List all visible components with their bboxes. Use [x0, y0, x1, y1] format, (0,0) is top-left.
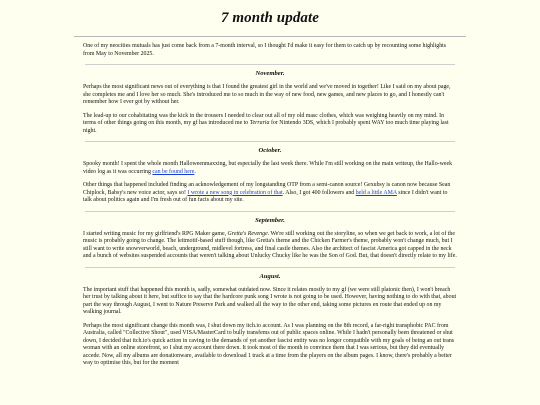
game-title: Gretta's Revenge	[227, 230, 268, 237]
section-divider	[85, 141, 455, 142]
page-title: 7 month update	[220, 10, 320, 26]
text-span: since I didn't want to talk about politics again and I'm fresh out of fun facts about my site.	[83, 189, 448, 203]
october-paragraph-1	[83, 161, 457, 176]
august-paragraph-2: Perhaps the most significant change this month was, I shut down my itch.io account. As I was planning on the 8th record, a far-right transphobic PAC from Australia, called "Collective Shout", used VISA/MasterCard to bully transfems out of public spaces online. While I hadn't personally been threatened or shut down, I decided that itch.io's quick action in caving to the demands of yet another fascist entity was no longer compatible with my goals of being an out trans woman with an online storefront, so I shut my account there down. It took most of the month to convince them that I was serious, but they did eventually accede. Now, all my albums are donationware, available to download 1 track at a time from the players on the album pages. I know, there's probably a better way to optimise this, but for the moment	[83, 322, 455, 366]
hallo-week-log-link[interactable]: can be found here	[152, 168, 195, 175]
section-heading-october: October.	[258, 147, 282, 154]
section-divider	[85, 267, 455, 268]
text-span: Other things that happened included finding an acknowledgement of my longstanding OTP from a semi-canon source! Gexubsy is canon now because Sean Chiplock, Babsy's new voice actor, says so!	[83, 182, 451, 196]
text-span: . Also, I got 400 followers and	[282, 189, 356, 196]
ama-link[interactable]: held a little AMA	[355, 189, 397, 196]
game-title: Terraria	[249, 120, 270, 126]
text-span: .	[194, 168, 196, 175]
august-paragraph-1: The important stuff that happened this month is, sadly, somewhat outdated now. Since it relates mostly to my gf (we were still platonic then), I won't breach her trust by talking about it here, but suffice to say that the hardcore punk song I wrote is not going to be used. However, having nothing to do with that, about part the way through August, I went to Nature Preserve Park and walked all the way to the other end, taking some pictures en route that ended up on my walking journal.	[83, 286, 457, 315]
september-paragraph-1	[83, 231, 457, 261]
october-paragraph-2	[83, 182, 457, 205]
section-heading-august: August.	[259, 272, 281, 280]
section-divider	[85, 64, 455, 65]
section-heading-november: November.	[255, 70, 285, 77]
section-divider	[85, 211, 455, 212]
article-body	[83, 37, 457, 368]
section-heading-september: September.	[255, 216, 285, 224]
text-span: for Nintendo 3DS, which I probably spent WAY too much time playing last night.	[83, 120, 449, 134]
text-span: I started writing music for my girlfriend's RPG Maker game,	[83, 230, 228, 237]
new-song-link[interactable]: I wrote a new song in celebration of that	[187, 189, 283, 196]
text-span: . We're still working out the storyline, so when we get back to work, a lot of the music is probably going to change. The leitmotif-based stuff though, like Gretta's theme and the Chicken Farmer's theme, probably won't change much, but I still want to write snowverworld, beach, underground, midlevel fortress, and final castle themes. Also the architect of fascist America got capped in the neck and a bunch of websites suspended accounts that weren't talking about Unlucky Chucky like he was the Son of God. But, that doesn't directly relate to my life.	[83, 230, 457, 259]
november-paragraph-2	[83, 113, 457, 136]
text-span: Spooky month! I spent the whole month Halloweenmaxxing, but especially the last week there. While I'm still working on the main writeup, the Hallo-week video log as it was occurring	[83, 161, 453, 175]
november-paragraph-1: Perhaps the most significant news out of everything is that I found the greatest girl in the world and we've moved in together! Like I said on my about page, she completes me and I love her so much. She's introduced me to so much in the way of new food, new games, and new places to go, and I honestly can't remember how I ever got by without her.	[83, 84, 451, 105]
intro-paragraph: One of my neocities mutuals has just come back from a 7-month interval, so I thought I'd make it easy for them to catch up by recounting some highlights from May to November 2025.	[83, 43, 447, 57]
text-span: The lead-up to our cohabitating was the kick in the trousers I needed to clear out all of my old masc clothes, which was weighing heavily on my mind. In terms of other things going on this month, my gf has introduced me to	[83, 112, 445, 126]
